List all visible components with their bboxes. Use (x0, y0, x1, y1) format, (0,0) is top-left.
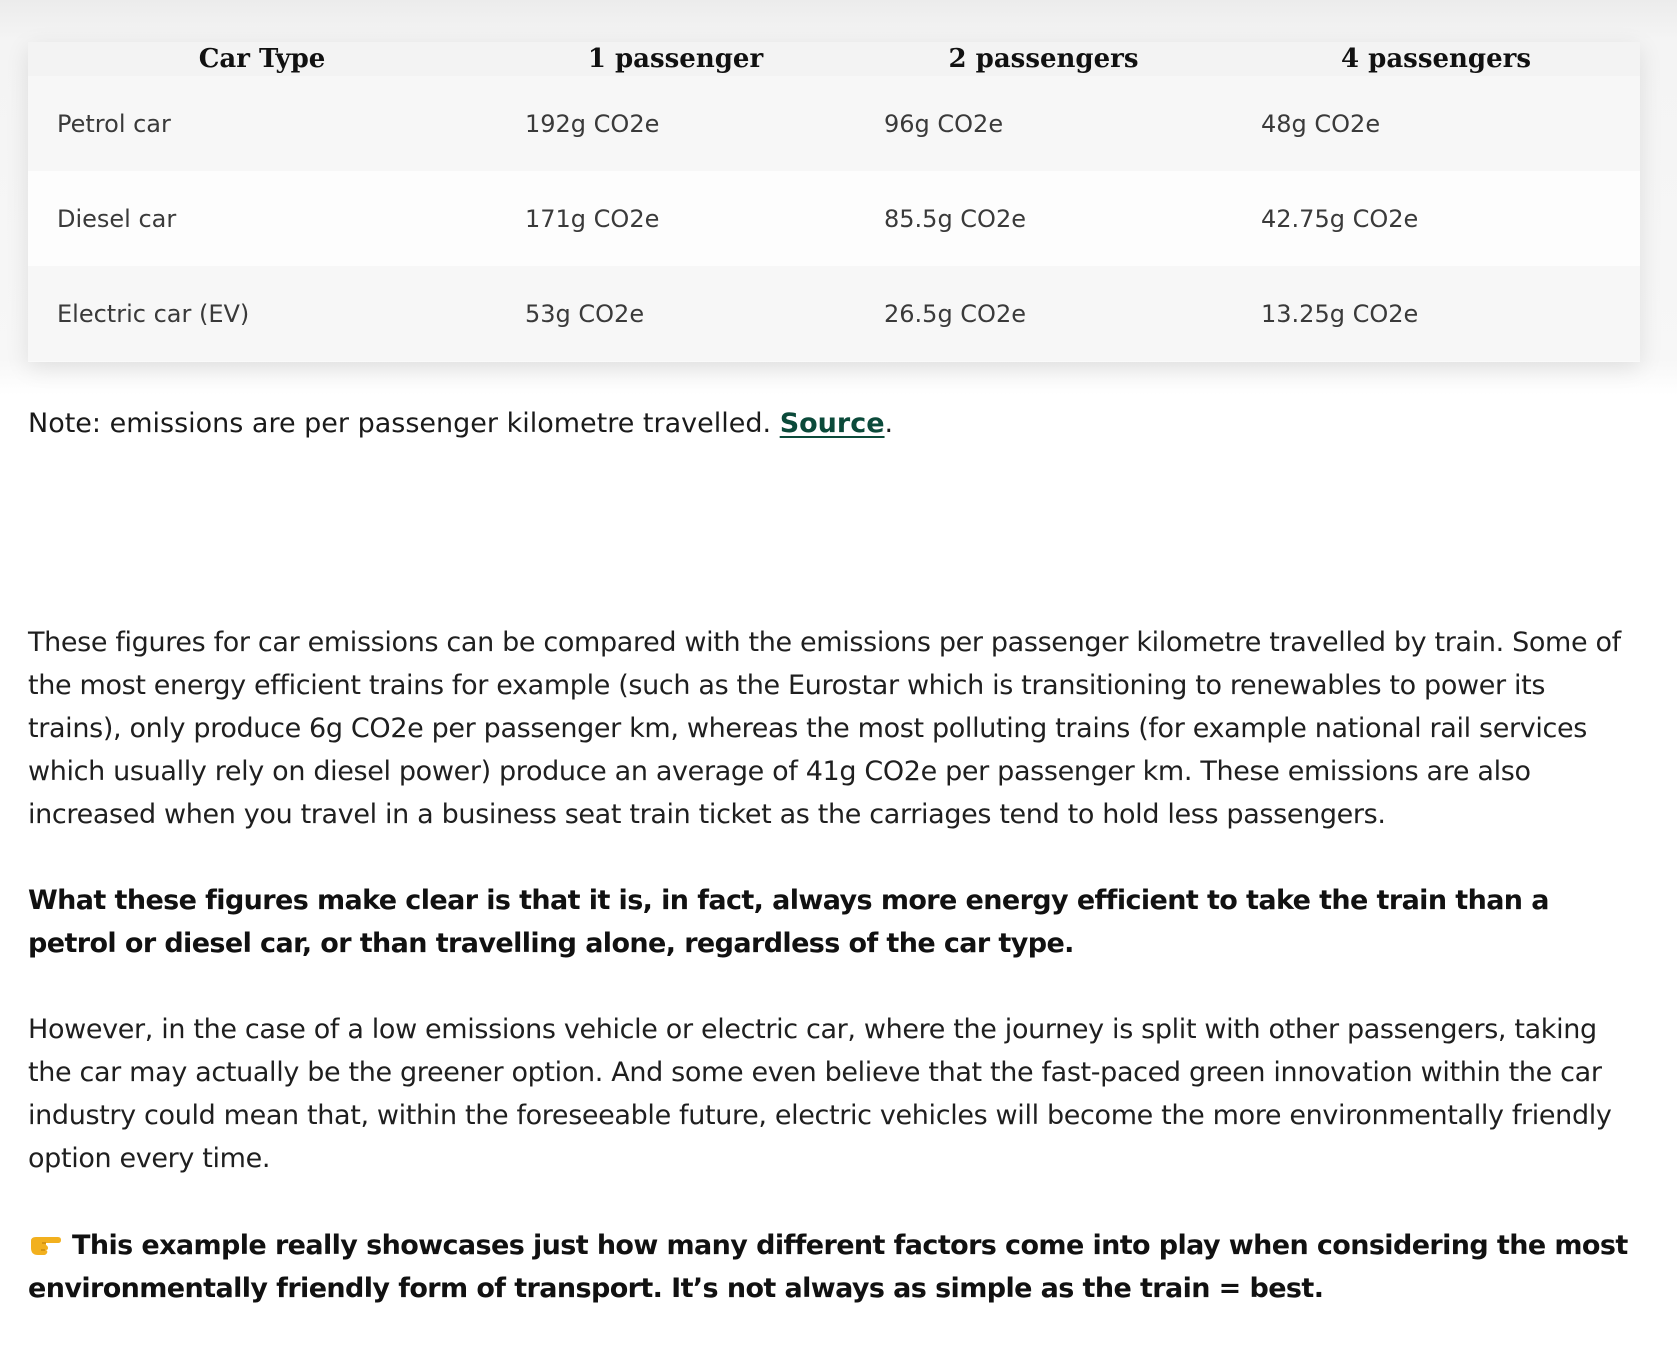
note-suffix: . (884, 408, 894, 439)
source-link[interactable]: Source (779, 408, 885, 439)
header-4-passengers: 4 passengers (1232, 42, 1640, 76)
cell-2-passengers: 26.5g CO2e (855, 266, 1232, 361)
takeaway-text: This example really showcases just how many different factors come into play when considering the most environmentally friendly form of transport. It’s not always as simple as the train = best. (28, 1230, 1628, 1304)
table-row (28, 266, 1640, 361)
table-header-row (28, 42, 1640, 76)
cell-1-passenger: 53g CO2e (496, 266, 855, 361)
header-2-passengers: 2 passengers (855, 42, 1232, 76)
header-1-passenger: 1 passenger (496, 42, 855, 76)
cell-1-passenger: 171g CO2e (496, 171, 855, 266)
cell-4-passengers: 48g CO2e (1232, 76, 1640, 171)
cell-2-passengers: 85.5g CO2e (855, 171, 1232, 266)
takeaway-paragraph (28, 1224, 1638, 1310)
cell-car-type: Diesel car (28, 171, 496, 266)
cell-2-passengers: 96g CO2e (855, 76, 1232, 171)
table-row (28, 171, 1640, 266)
cell-car-type: Electric car (EV) (28, 266, 496, 361)
table-note (28, 408, 893, 439)
train-comparison-paragraph: These figures for car emissions can be compared with the emissions per passenger kilometre travelled by train. Some of the most energy efficient trains for example (such as the Eurostar which is transitioning to renewables to power its trains), only produce 6g CO2e per passenger km, whereas the most polluting trains (for example national rail services which usually rely on diesel power) produce an average of 41g CO2e per passenger km. These emissions are also increased when you travel in a business seat train ticket as the carriages tend to hold less passengers. (28, 627, 1621, 830)
emissions-table (28, 42, 1640, 361)
note-text: Note: emissions are per passenger kilometre travelled. (28, 408, 780, 439)
cell-4-passengers: 42.75g CO2e (1232, 171, 1640, 266)
cell-1-passenger: 192g CO2e (496, 76, 855, 171)
cell-4-passengers: 13.25g CO2e (1232, 266, 1640, 361)
cell-car-type: Petrol car (28, 76, 496, 171)
electric-car-paragraph: However, in the case of a low emissions vehicle or electric car, where the journey is split with other passengers, taking the car may actually be the greener option. And some even believe that the fast-paced green innovation within the car industry could mean that, within the foreseeable future, electric vehicles will become the more environmentally friendly option every time. (28, 1014, 1612, 1174)
pointing-hand-icon (28, 1229, 62, 1259)
table-row (28, 76, 1640, 171)
header-car-type: Car Type (28, 42, 496, 76)
emissions-table-card (28, 42, 1640, 362)
conclusion-paragraph: What these figures make clear is that it is, in fact, always more energy efficient to take the train than a petrol or diesel car, or than travelling alone, regardless of the car type. (28, 885, 1549, 959)
